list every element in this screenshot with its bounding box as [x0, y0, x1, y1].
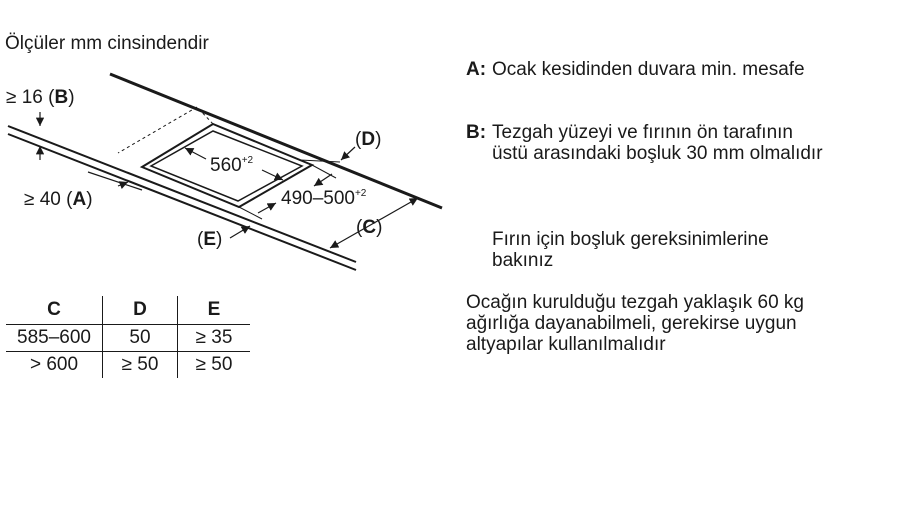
note-a-text: Ocak kesidinden duvara min. mesafe: [492, 59, 805, 80]
table-cell: > 600: [29, 354, 79, 375]
note-weight-line3: altyapılar kullanılmalıdır: [466, 334, 666, 355]
table-cell: 585–600: [6, 325, 103, 352]
table-row: [6, 352, 250, 379]
note-b: [466, 122, 823, 164]
dim-width-line-2: [262, 170, 283, 180]
dim-d-arrow: [341, 147, 355, 160]
note-a: [466, 59, 805, 80]
note-b-line1: Tezgah yüzeyi ve fırının ön tarafının: [492, 122, 794, 143]
note-oven-line1: Fırın için boşluk gereksinimlerine: [492, 229, 769, 250]
header-e: E: [178, 296, 251, 325]
note-weight-line2: ağırlığa dayanabilmeli, gerekirse uygun: [466, 313, 797, 334]
header-c: C: [47, 299, 61, 320]
label-a: ≥ 40 (A): [24, 189, 93, 210]
dim-e-line: [230, 226, 250, 238]
note-weight: [466, 292, 804, 355]
dim-depth-line: [258, 203, 276, 213]
note-oven: [492, 229, 769, 271]
dim-depth-ext: [312, 165, 336, 178]
table-row: [6, 325, 250, 352]
table-header-row: [6, 296, 250, 325]
cutout-diagram: [0, 0, 460, 300]
label-c: (C): [356, 217, 383, 238]
note-oven-line2: bakınız: [492, 250, 554, 271]
table-cell: 50: [103, 325, 178, 352]
note-b-letter: B:: [466, 122, 487, 143]
note-weight-line1: Ocağın kurulduğu tezgah yaklaşık 60 kg: [466, 292, 804, 313]
table-cell: ≥ 50: [103, 352, 178, 379]
dimension-table: [6, 296, 250, 378]
dim-width-line: [185, 148, 206, 159]
dim-depth-line-2: [314, 174, 332, 186]
header-d: D: [103, 296, 178, 325]
note-a-letter: A:: [466, 59, 487, 80]
table-cell: ≥ 50: [178, 352, 251, 379]
depth-dimension-label: $490-500^{+2}$: [281, 188, 367, 209]
units-note: Ölçüler mm cinsindendir: [5, 33, 209, 54]
table-cell: ≥ 35: [178, 325, 251, 352]
label-d: (D): [355, 129, 382, 150]
label-e: (E): [197, 229, 223, 250]
label-b: ≥ 16 (B): [6, 87, 75, 108]
note-b-line2: üstü arasındaki boşluk 30 mm olmalıdır: [492, 143, 823, 164]
worktop-back-edge: [110, 74, 442, 208]
width-dimension-label: $560^{+2}$: [210, 155, 254, 176]
